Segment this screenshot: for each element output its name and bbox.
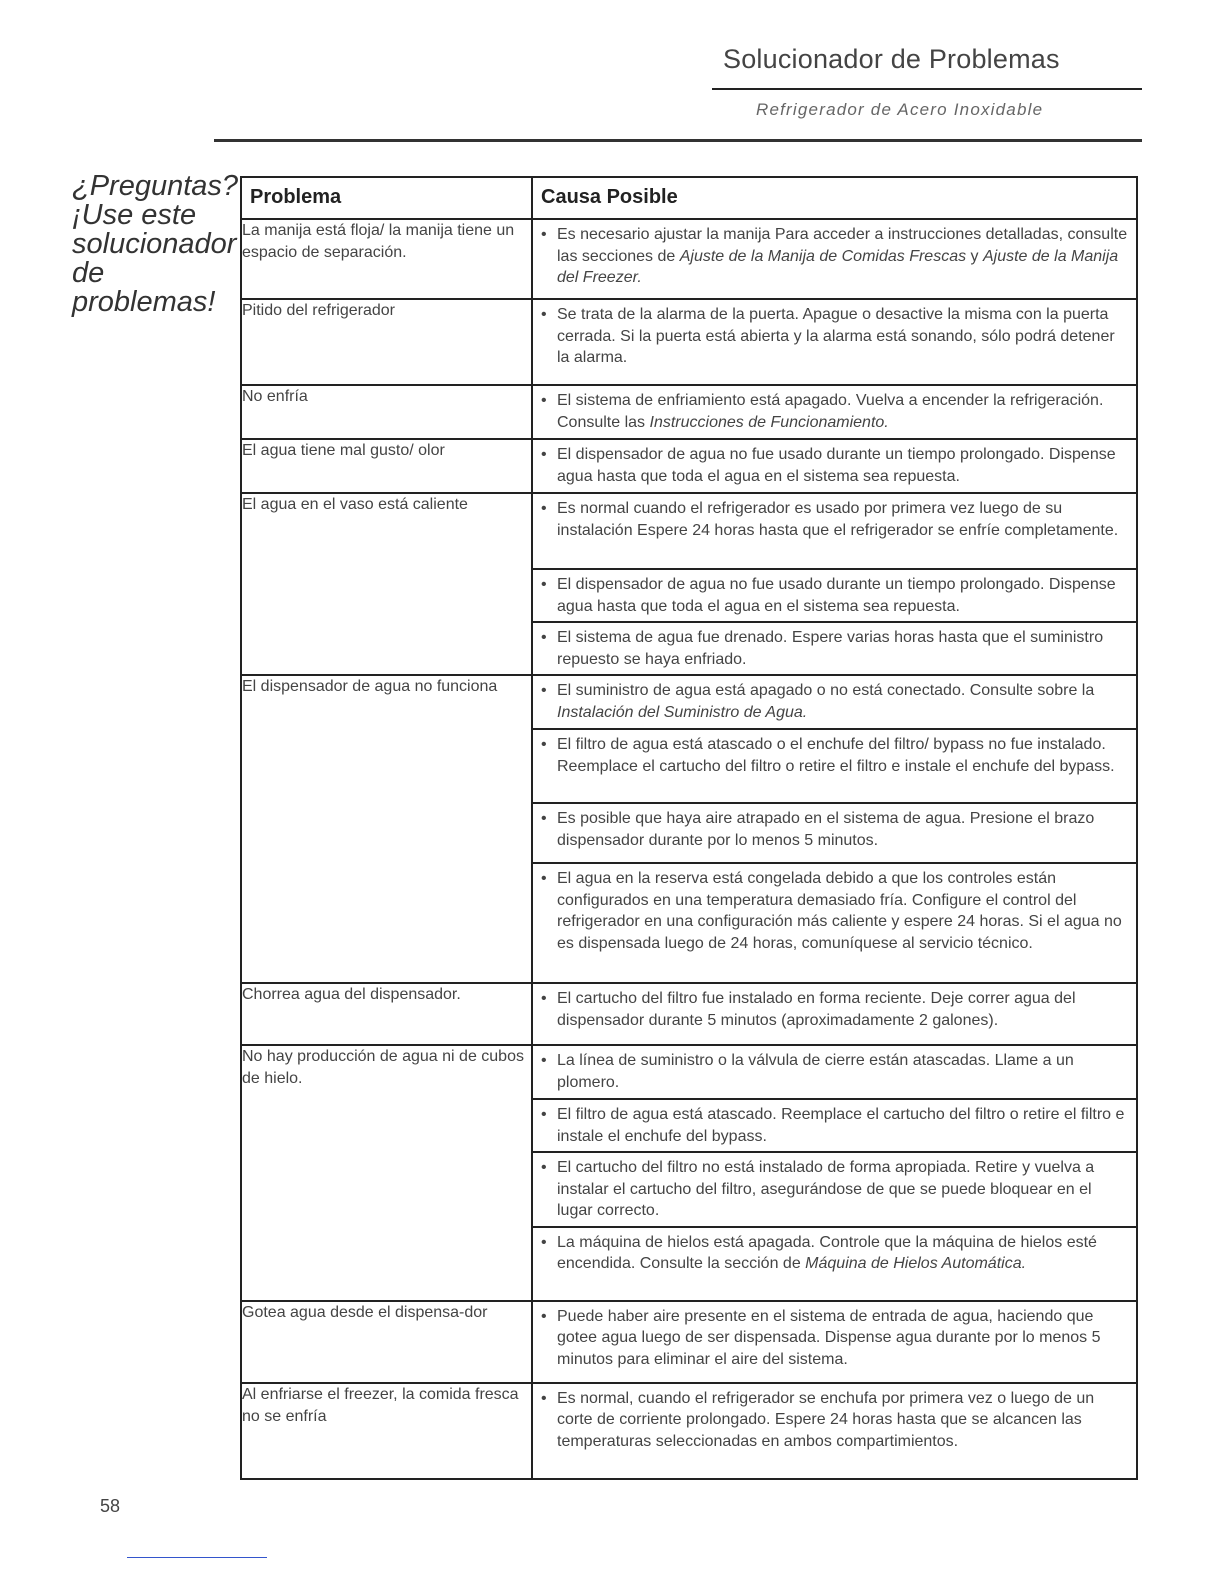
cause-item bbox=[533, 621, 1136, 674]
cause-item bbox=[533, 1151, 1136, 1226]
cause-cell bbox=[532, 219, 1137, 299]
cause-item bbox=[533, 728, 1136, 802]
cause-text bbox=[557, 1306, 1128, 1378]
cause-item bbox=[533, 494, 1136, 568]
cause-text bbox=[557, 1104, 1128, 1147]
cause-item bbox=[533, 676, 1136, 728]
bullet: • bbox=[541, 990, 547, 1007]
cause-reference: Ajuste de la Manija de Comidas Frescas bbox=[679, 247, 967, 265]
sidebar-line: de bbox=[72, 257, 105, 289]
cause-cell bbox=[532, 385, 1137, 439]
cause-text-segment: Puede haber aire presente en el sistema de entrada de agua, haciendo que gotee agua luego de ser dispensada. Dispense agua durante por lo menos 5 minutos para eliminar el aire del sistema. bbox=[557, 1307, 1101, 1368]
troubleshooting-table bbox=[240, 176, 1138, 1480]
cause-text bbox=[557, 1157, 1128, 1222]
bullet: • bbox=[541, 1052, 547, 1069]
cause-cell bbox=[532, 439, 1137, 493]
table-row bbox=[241, 983, 1137, 1045]
cause-text bbox=[557, 808, 1128, 858]
bullet: • bbox=[541, 392, 547, 409]
cause-item bbox=[533, 1302, 1136, 1382]
cause-text bbox=[557, 627, 1128, 670]
table-row bbox=[241, 219, 1137, 299]
cause-item bbox=[533, 300, 1136, 384]
problem-cell: La manija está floja/ la manija tiene un espacio de separación. bbox=[241, 219, 532, 299]
cause-cell bbox=[532, 1383, 1137, 1479]
cause-text bbox=[557, 224, 1128, 294]
bullet: • bbox=[541, 736, 547, 753]
cause-item bbox=[533, 862, 1136, 982]
sidebar-line: ¿Preguntas? bbox=[72, 170, 239, 202]
cause-item bbox=[533, 984, 1136, 1044]
cause-reference: Máquina de Hielos Automática. bbox=[805, 1255, 1027, 1272]
cause-item bbox=[533, 440, 1136, 492]
problem-cell: Chorrea agua del dispensador. bbox=[241, 983, 532, 1045]
cause-text-segment: El cartucho del filtro fue instalado en forma reciente. Deje correr agua del dispensador durante 5 minutos (aproximadamente 2 galones). bbox=[557, 990, 1076, 1029]
cause-cell bbox=[532, 299, 1137, 385]
table-row bbox=[241, 1301, 1137, 1383]
cause-text-segment: El sistema de enfriamiento está apagado. Vuelva a encender la refrigeración. Consulte las bbox=[557, 392, 1104, 431]
table-row bbox=[241, 1383, 1137, 1479]
footer-link-underline bbox=[127, 1557, 267, 1558]
cause-item bbox=[533, 1384, 1136, 1478]
bullet: • bbox=[541, 1159, 547, 1176]
problem-cell: Al enfriarse el freezer, la comida fresca no se enfría bbox=[241, 1383, 532, 1479]
cause-item bbox=[533, 1046, 1136, 1098]
table-row bbox=[241, 1045, 1137, 1301]
cause-text bbox=[557, 498, 1128, 564]
bullet: • bbox=[541, 870, 547, 887]
cause-text-segment: El sistema de agua fue drenado. Espere varias horas hasta que el suministro repuesto se haya enfriado. bbox=[557, 629, 1104, 668]
sidebar-line: problemas! bbox=[72, 286, 216, 318]
cause-text bbox=[557, 1232, 1128, 1296]
cause-text-segment: El dispensador de agua no fue usado durante un tiempo prolongado. Dispense agua hasta que toda el agua en el sistema sea repuesta. bbox=[557, 576, 1116, 615]
table-row bbox=[241, 299, 1137, 385]
cause-text-segment: Es necesario ajustar la manija Para acceder a instrucciones detalladas, consulte las secciones de bbox=[557, 226, 1128, 265]
header-divider bbox=[214, 139, 1142, 142]
table-row bbox=[241, 675, 1137, 983]
bullet: • bbox=[541, 1307, 547, 1325]
cause-text bbox=[557, 1050, 1128, 1094]
cause-text-segment: El dispensador de agua no fue usado durante un tiempo prolongado. Dispense agua hasta que toda el agua en el sistema sea repuesta. bbox=[557, 446, 1116, 485]
cause-cell bbox=[532, 675, 1137, 983]
cause-text-segment: El suministro de agua está apagado o no está conectado. Consulte sobre la bbox=[557, 682, 1095, 699]
cause-text-segment: Se trata de la alarma de la puerta. Apague o desactive la misma con la puerta cerrada. Si la puerta está abierta y la alarma está sonando, sólo podrá detener la alarma. bbox=[557, 306, 1115, 366]
cause-cell bbox=[532, 1301, 1137, 1383]
sidebar-callout bbox=[72, 172, 242, 317]
cause-text-segment: La línea de suministro o la válvula de cierre están atascadas. Llame a un plomero. bbox=[557, 1052, 1074, 1091]
bullet: • bbox=[541, 682, 547, 699]
cause-reference: Ajuste de la Manija del Freezer. bbox=[557, 247, 1119, 286]
cause-cell bbox=[532, 1045, 1137, 1301]
cause-text bbox=[557, 868, 1128, 978]
problem-cell: El dispensador de agua no funciona bbox=[241, 675, 532, 983]
cause-text bbox=[557, 304, 1128, 380]
bullet: • bbox=[541, 810, 547, 827]
cause-text bbox=[557, 574, 1128, 617]
page-title: Solucionador de Problemas bbox=[723, 44, 1060, 74]
page-subtitle: Refrigerador de Acero Inoxidable bbox=[756, 100, 1044, 119]
bullet: • bbox=[541, 226, 547, 243]
cause-text bbox=[557, 444, 1128, 488]
problem-cell: El agua en el vaso está caliente bbox=[241, 493, 532, 675]
cause-reference: Instrucciones de Funcionamiento. bbox=[649, 413, 889, 431]
cause-text-segment: y bbox=[966, 247, 983, 265]
cause-text-segment: Es normal, cuando el refrigerador se enchufa por primera vez o luego de un corte de corriente prolongado. Espere 24 horas hasta que se alcancen las temperaturas seleccionadas en ambos compartimientos. bbox=[557, 1389, 1095, 1450]
cause-cell bbox=[532, 493, 1137, 675]
cause-text-segment: El filtro de agua está atascado. Reemplace el cartucho del filtro o retire el filtro e instale el enchufe del bypass. bbox=[557, 1106, 1125, 1145]
cause-text-segment: El cartucho del filtro no está instalado de forma apropiada. Retire y vuelva a instalar el cartucho del filtro, asegurándose de que se puede bloquear en el lugar correcto. bbox=[557, 1159, 1095, 1219]
table-row bbox=[241, 439, 1137, 493]
cause-item bbox=[533, 386, 1136, 438]
problem-cell: No hay producción de agua ni de cubos de hielo. bbox=[241, 1045, 532, 1301]
cause-text bbox=[557, 390, 1128, 434]
bullet: • bbox=[541, 1389, 547, 1407]
column-header-problem: Problema bbox=[241, 177, 532, 219]
cause-text bbox=[557, 1388, 1128, 1474]
bullet: • bbox=[541, 306, 547, 323]
cause-item bbox=[533, 802, 1136, 862]
bullet: • bbox=[541, 446, 547, 463]
cause-text-segment: El agua en la reserva está congelada debido a que los controles están configurados en una temperatura demasiado fría. Configure el control del refrigerador en una configuración más caliente y espere 24 horas. Si el agua no es dispensada luego de 24 horas, comuníquese al servicio técnico. bbox=[557, 870, 1122, 952]
cause-text-segment: El filtro de agua está atascado o el enchufe del filtro/ bypass no fue instalado. Reemplace el cartucho del filtro o retire el filtro e instale el enchufe del bypass. bbox=[557, 736, 1115, 775]
bullet: • bbox=[541, 1233, 547, 1251]
problem-cell: Gotea agua desde el dispensa-dor bbox=[241, 1301, 532, 1383]
cause-item bbox=[533, 568, 1136, 621]
table-header-row bbox=[241, 177, 1137, 219]
cause-text-segment: Es posible que haya aire atrapado en el sistema de agua. Presione el brazo dispensador durante por lo menos 5 minutos. bbox=[557, 810, 1095, 849]
title-rule bbox=[712, 88, 1142, 90]
cause-text bbox=[557, 734, 1128, 798]
cause-item bbox=[533, 1226, 1136, 1300]
bullet: • bbox=[541, 1106, 547, 1123]
problem-cell: Pitido del refrigerador bbox=[241, 299, 532, 385]
page-number: 58 bbox=[100, 1496, 121, 1516]
cause-item bbox=[533, 1098, 1136, 1151]
cause-text-segment: La máquina de hielos está apagada. Controle que la máquina de hielos esté encendida. Consulte la sección de bbox=[557, 1233, 1097, 1272]
cause-text bbox=[557, 680, 1128, 724]
table-row bbox=[241, 385, 1137, 439]
cause-text bbox=[557, 988, 1128, 1040]
sidebar-line: solucionador bbox=[72, 228, 237, 260]
bullet: • bbox=[541, 500, 547, 517]
sidebar-line: ¡Use este bbox=[72, 199, 197, 231]
cause-cell bbox=[532, 983, 1137, 1045]
cause-text-segment: Es normal cuando el refrigerador es usado por primera vez luego de su instalación Espere 24 horas hasta que el refrigerador se enfríe completamente. bbox=[557, 500, 1119, 539]
bullet: • bbox=[541, 576, 547, 593]
cause-reference: Instalación del Suministro de Agua. bbox=[557, 703, 808, 721]
table-body bbox=[241, 219, 1137, 1479]
problem-cell: El agua tiene mal gusto/ olor bbox=[241, 439, 532, 493]
problem-cell: No enfría bbox=[241, 385, 532, 439]
cause-item bbox=[533, 220, 1136, 298]
column-header-cause: Causa Posible bbox=[532, 177, 1137, 219]
bullet: • bbox=[541, 629, 547, 646]
table-row bbox=[241, 493, 1137, 675]
